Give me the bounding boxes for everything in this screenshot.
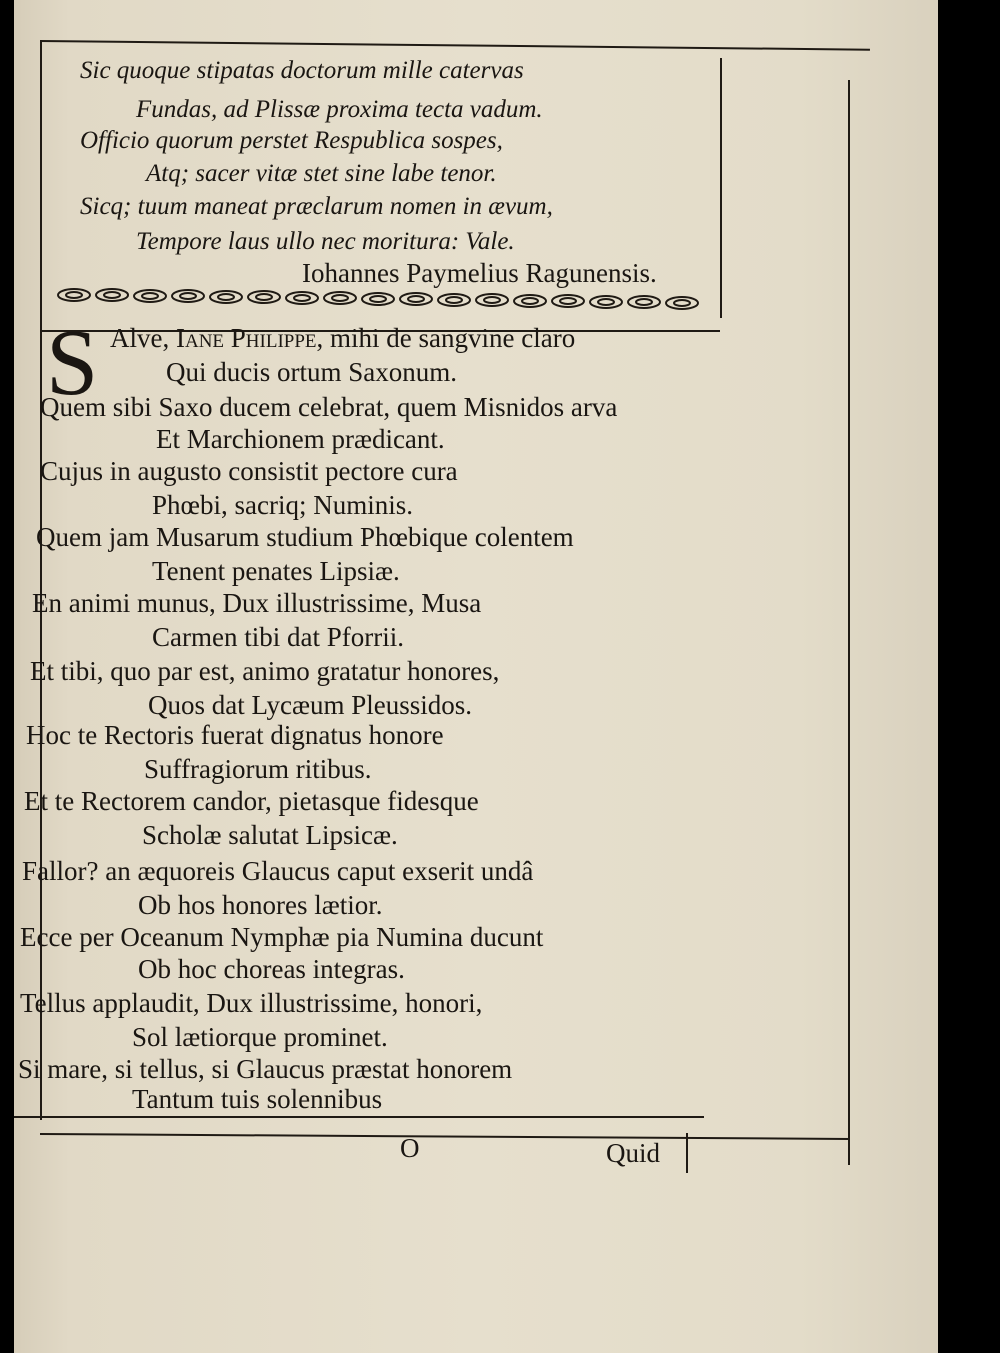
poem-line-20: Ob hoc choreas integras. [138, 954, 405, 984]
poem-line-10: Carmen tibi dat Pforrii. [152, 622, 404, 652]
poem-line-3: Quem sibi Saxo ducem celebrat, quem Misnidos arva [40, 392, 618, 422]
poem-line-17: Fallor? an æquoreis Glaucus caput exserit undâ [22, 856, 534, 886]
dedication-line-5: Sicq; tuum maneat præclarum nomen in ævum, [80, 193, 553, 220]
drop-cap: S [46, 311, 99, 415]
poem-line-4: Et Marchionem prædicant. [156, 424, 445, 454]
poem-line-9: En animi munus, Dux illustrissime, Musa [32, 588, 482, 618]
outer-right-rule [848, 80, 850, 1165]
poem-line-15: Et te Rectorem candor, pietasque fidesque [24, 786, 479, 816]
dedication-signature: Iohannes Paymelius Ragunensis. [302, 258, 657, 288]
poem-line-22: Sol lætiorque prominet. [132, 1022, 388, 1052]
dedication-line-2: Fundas, ad Plissæ proxima tecta vadum. [136, 96, 543, 123]
poem-line-8: Tenent penates Lipsiæ. [152, 556, 400, 586]
dedicatee-name: Iane Philippe [175, 323, 317, 353]
dedication-line-3: Officio quorum perstet Respublica sospes, [80, 127, 503, 154]
footer-right-rule [686, 1133, 688, 1173]
poem-line-7: Quem jam Musarum studium Phœbique colentem [36, 522, 574, 552]
poem-line-1-start: Alve, [110, 323, 176, 353]
poem-line-16: Scholæ salutat Lipsicæ. [142, 820, 398, 850]
poem-line-23: Si mare, si tellus, si Glaucus præstat honorem [18, 1054, 513, 1084]
dedication-line-6: Tempore laus ullo nec moritura: Vale. [136, 228, 515, 255]
ornament-band-icon [54, 283, 714, 323]
poem-line-13: Hoc te Rectoris fuerat dignatus honore [26, 720, 444, 750]
footer-rule [40, 1133, 850, 1140]
dedication-line-4: Atq; sacer vitæ stet sine labe tenor. [146, 160, 497, 187]
signature-mark: O [400, 1133, 420, 1163]
dedication-line-1: Sic quoque stipatas doctorum mille catervas [80, 57, 524, 84]
bottom-text-rule [14, 1116, 704, 1118]
poem-line-21: Tellus applaudit, Dux illustrissime, honori, [20, 988, 483, 1018]
poem-line-6: Phœbi, sacriq; Numinis. [152, 490, 413, 520]
poem-line-1-end: , mihi de sangvine claro [316, 323, 576, 353]
poem-line-14: Suffragiorum ritibus. [144, 754, 372, 784]
poem-line-11: Et tibi, quo par est, animo gratatur honores, [30, 656, 500, 686]
poem-line-2: Qui ducis ortum Saxonum. [166, 357, 457, 387]
poem-line-18: Ob hos honores lætior. [138, 890, 383, 920]
catchword: Quid [606, 1138, 660, 1168]
poem-line-5: Cujus in augusto consistit pectore cura [40, 456, 458, 486]
poem-line-19: Ecce per Oceanum Nymphæ pia Numina ducunt [20, 922, 544, 952]
book-page [14, 0, 938, 1353]
inner-right-rule [720, 58, 722, 318]
poem-line-1 [110, 323, 575, 354]
top-border-rule [40, 40, 870, 51]
poem-line-24: Tantum tuis solennibus [132, 1084, 383, 1114]
poem-line-12: Quos dat Lycæum Pleussidos. [148, 690, 473, 720]
left-border-rule [40, 40, 42, 1120]
